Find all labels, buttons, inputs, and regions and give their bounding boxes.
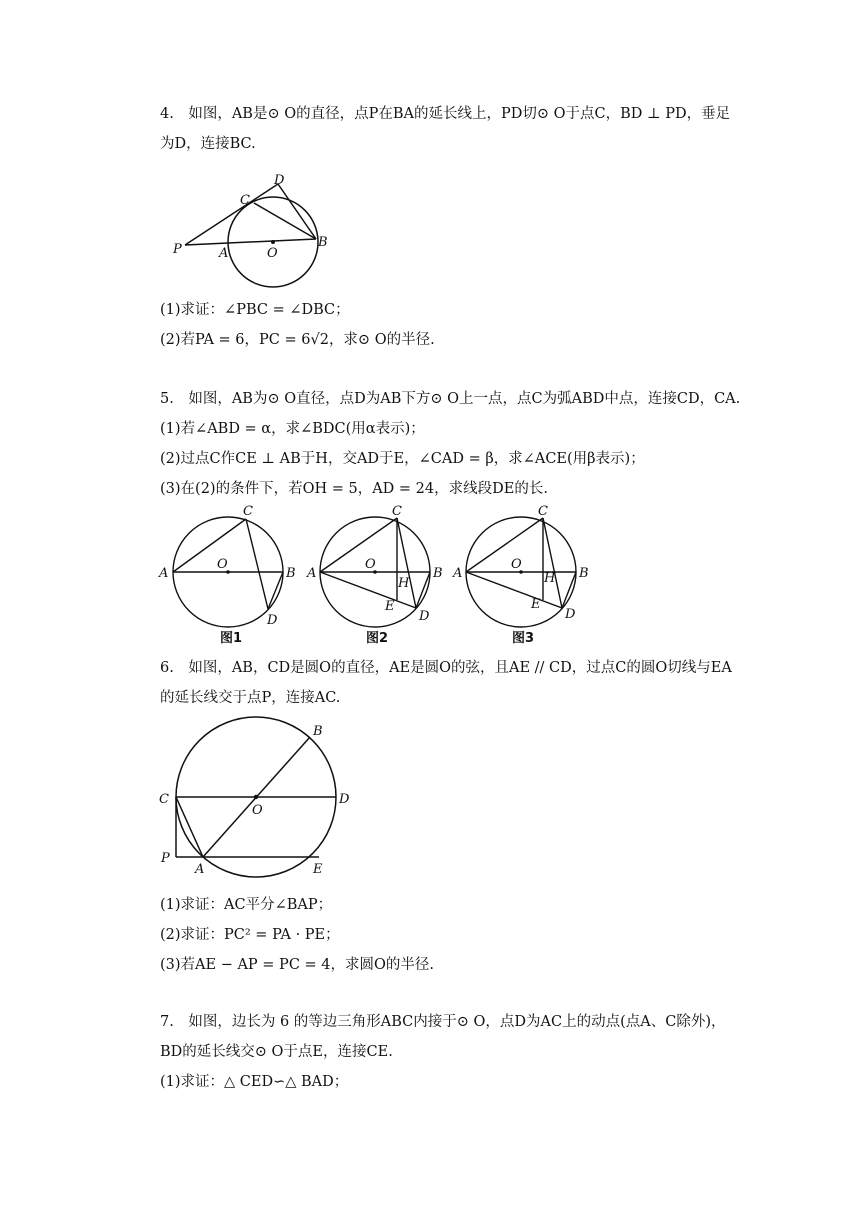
q5f1-caption: 图1 [220,631,243,646]
q5f3-label-d: D [565,607,576,622]
q5-stem-line1: 5. 如图，AB为⊙ O直径，点D为AB下方⊙ O上一点，点C为弧ABD中点，连接CD，CA. [160,391,741,407]
q4-line-bc [254,203,316,239]
q4-line-pd [185,184,278,245]
q5f2-label-h: H [398,576,410,591]
q6-stem-line2: 的延长线交于点P，连接AC. [160,690,341,706]
q7-stem-line1: 7. 如图，边长为 6 的等边三角形ABC内接于⊙ O，点D为AC上的动点(点A、C除外)， [160,1014,726,1030]
q5f1-line-ac [173,519,246,572]
q5f3-line-bd [562,572,576,608]
q7-stem-line2: BD的延长线交⊙ O于点E，连接CE. [160,1044,393,1060]
q4-part1: (1)求证：∠PBC = ∠DBC； [160,302,350,318]
q5f2-label-a: A [307,566,317,581]
q6-label-o: O [252,803,263,818]
q6-center-dot [254,795,258,799]
q5f1-line-bd [268,572,283,609]
q4-stem-line2: 为D，连接BC. [160,136,256,152]
q5f2-label-b: B [433,566,443,581]
q5f3-line-ac [466,518,543,572]
q6-part3: (3)若AE − AP = PC = 4，求圆O的半径. [160,957,434,973]
q4-label-o: O [267,246,278,261]
q6-line-ac [176,797,203,857]
q4-figure [170,170,340,270]
q4-center-dot [271,240,275,244]
q5-part3: (3)在(2)的条件下，若OH = 5，AD = 24，求线段DE的长. [160,481,548,497]
q5f3-label-e: E [531,597,541,612]
q6-part2: (2)求证：PC² = PA · PE； [160,927,340,943]
q5f1-label-c: C [243,504,253,519]
q5f3-label-o: O [511,557,522,572]
q4-label-d: D [274,173,285,188]
q4-label-b: B [318,235,328,250]
q6-part1: (1)求证：AC平分∠BAP； [160,897,333,913]
q5f3-label-a: A [453,566,463,581]
q6-label-b: B [313,724,323,739]
q5f2-label-e: E [385,599,395,614]
q6-stem-line1: 6. 如图，AB，CD是圆O的直径，AE是圆O的弦，且AE // CD，过点C的圆O切线与EA [160,660,732,676]
q4-part2: (2)若PA = 6，PC = 6√2，求⊙ O的半径. [160,332,435,348]
q5f3-label-c: C [538,504,548,519]
q4-label-a: A [219,246,229,261]
q5-figure-2 [305,500,455,650]
q5f3-caption: 图3 [512,631,535,646]
q5f2-line-bd [416,572,430,608]
q5f1-label-a: A [159,566,169,581]
q5f1-label-b: B [286,566,296,581]
q6-figure [155,715,370,885]
q6-label-d: D [339,792,350,807]
q4-line-bd [278,184,316,239]
q5f2-label-o: O [365,557,376,572]
q4-label-p: P [173,242,182,257]
q6-label-a: A [195,862,205,877]
q5-figure-1 [158,500,308,650]
q5f1-line-cd [246,519,268,609]
q5f2-label-d: D [419,609,430,624]
q6-label-e: E [313,862,323,877]
q5f1-label-o: O [217,557,228,572]
q7-part1: (1)求证：△ CED∽△ BAD； [160,1074,349,1090]
q6-label-p: P [161,851,170,866]
q4-line-pb [185,239,316,245]
q5-part1: (1)若∠ABD = α，求∠BDC(用α表示)； [160,421,425,437]
q6-label-c: C [159,792,169,807]
q4-stem-line1: 4. 如图，AB是⊙ O的直径，点P在BA的延长线上，PD切⊙ O于点C，BD ⊥ PD，垂足 [160,106,731,122]
q4-label-c: C [240,193,250,208]
q5f3-label-h: H [544,571,556,586]
q5f2-line-ac [320,518,397,572]
q5f2-label-c: C [392,504,402,519]
q5f3-label-b: B [579,566,589,581]
q5-part2: (2)过点C作CE ⊥ AB于H，交AD于E，∠CAD = β，求∠ACE(用β表示)； [160,451,645,467]
q5f1-label-d: D [267,613,278,628]
q5f2-caption: 图2 [366,631,389,646]
q5-figure-3 [451,500,601,650]
